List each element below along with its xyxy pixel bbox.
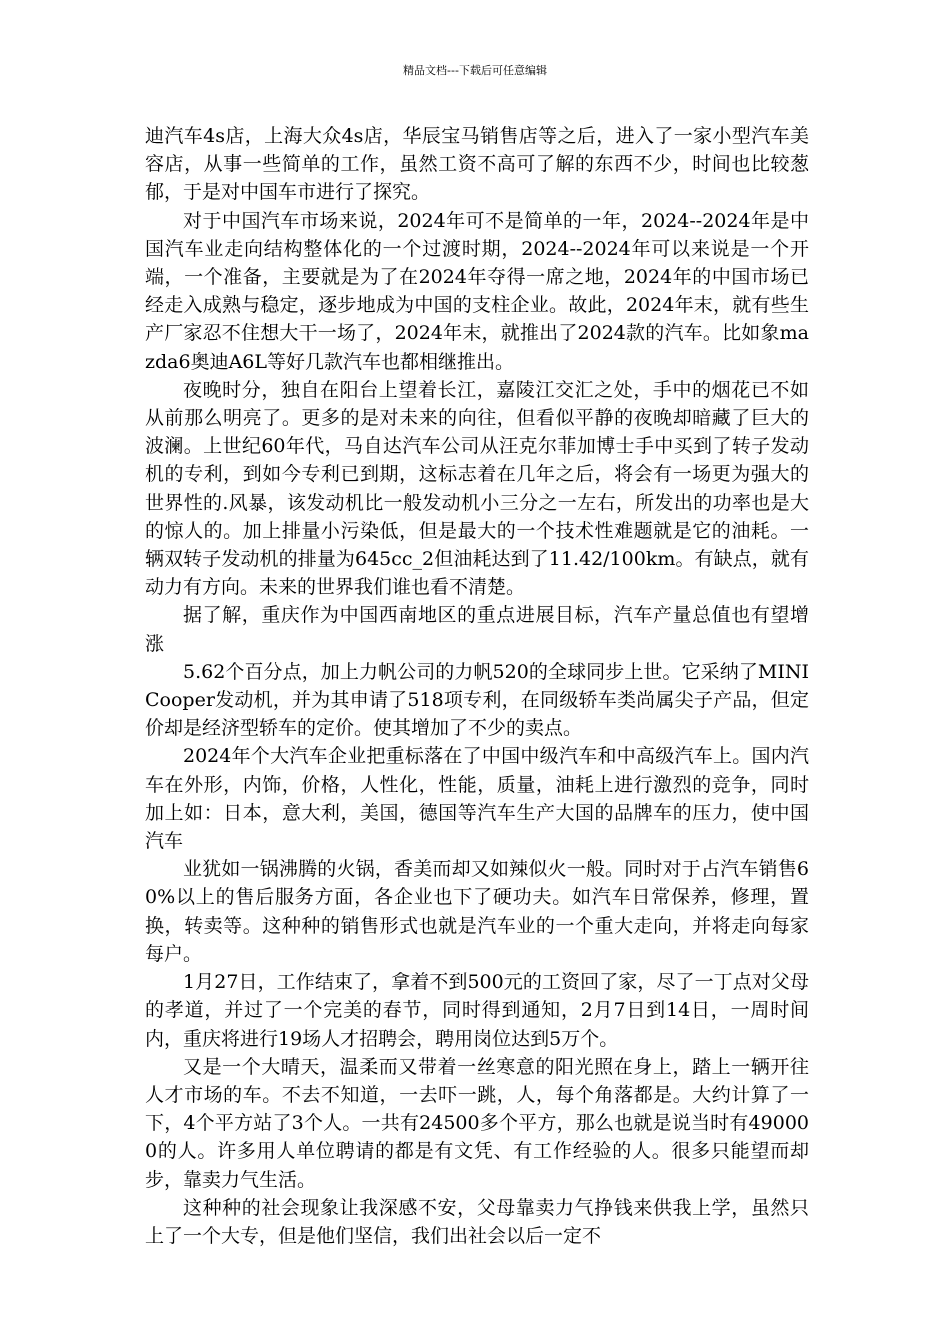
paragraph: 迪汽车4s店，上海大众4s店，华辰宝马销售店等之后，进入了一家小型汽车美容店，从事一些简单的工作，虽然工资不高可了解的东西不少，时间也比较葱郁，于是对中国车市进行了探究。 <box>145 125 809 204</box>
paragraph: 夜晚时分，独自在阳台上望着长江，嘉陵江交汇之处，手中的烟花已不如从前那么明亮了。更多的是对未来的向往，但看似平静的夜晚却暗藏了巨大的波澜。上世纪60年代，马自达汽车公司从汪克尔菲加博士手中买到了转子发动机的专利，到如今专利已到期，这标志着在几年之后，将会有一场更为强大的世界性的.风暴，该发动机比一般发动机小三分之一左右，所发出的功率也是大的惊人的。加上排量小污染低，但是最大的一个技术性难题就是它的油耗。一辆双转子发动机的排量为645cc_2但油耗达到了11.42/100km。有缺点，就有动力有方向。未来的世界我们谁也看不清楚。 <box>145 378 809 599</box>
paragraph: 1月27日，工作结束了，拿着不到500元的工资回了家，尽了一丁点对父母的孝道，并过了一个完美的春节，同时得到通知，2月7日到14日，一周时间内，重庆将进行19场人才招聘会，聘用岗位达到5万个。 <box>145 971 809 1050</box>
paragraph: 对于中国汽车市场来说，2024年可不是简单的一年，2024--2024年是中国汽车业走向结构整体化的一个过渡时期，2024--2024年可以来说是一个开端，一个准备，主要就是为了在2024年夺得一席之地，2024年的中国市场已经走入成熟与稳定，逐步地成为中国的支柱企业。故此，2024年末，就有些生产厂家忍不住想大干一场了，2024年末，就推出了2024款的汽车。比如象mazda6奥迪A6L等好几款汽车也都相继推出。 <box>145 209 809 373</box>
paragraph: 5.62个百分点，加上力帆公司的力帆520的全球同步上世。它采纳了MINICooper发动机，并为其申请了518项专利，在同级轿车类尚属尖子产品，但定价却是经济型轿车的定价。使其增加了不少的卖点。 <box>145 660 809 740</box>
paragraph: 这种种的社会现象让我深感不安，父母靠卖力气挣钱来供我上学，虽然只上了一个大专，但是他们坚信，我们出社会以后一定不 <box>145 1196 809 1247</box>
paragraph: 业犹如一锅沸腾的火锅，香美而却又如辣似火一般。同时对于占汽车销售60%以上的售后服务方面，各企业也下了硬功夫。如汽车日常保养，修理，置换，转卖等。这种种的销售形式也就是汽车业的一个重大走向，并将走向每家每户。 <box>145 858 809 965</box>
paragraph: 2024年个大汽车企业把重标落在了中国中级汽车和中高级汽车上。国内汽车在外形，内饰，价格，人性化，性能，质量，油耗上进行激烈的竞争，同时加上如：日本，意大利，美国，德国等汽车生产大国的品牌车的压力，使中国汽车 <box>145 745 809 853</box>
page-header: 精品文档---下载后可任意编辑 <box>403 64 547 77</box>
paragraph: 据了解，重庆作为中国西南地区的重点进展目标，汽车产量总值也有望增涨 <box>145 604 809 655</box>
document-body <box>145 122 809 1250</box>
paragraph: 又是一个大晴天，温柔而又带着一丝寒意的阳光照在身上，踏上一辆开往人才市场的车。不去不知道，一去吓一跳，人，每个角落都是。大约计算了一下，4个平方站了3个人。一共有24500多个平方，那么也就是说当时有490000的人。许多用人单位聘请的都是有文凭、有工作经验的人。很多只能望而却步，靠卖力气生活。 <box>145 1055 809 1191</box>
